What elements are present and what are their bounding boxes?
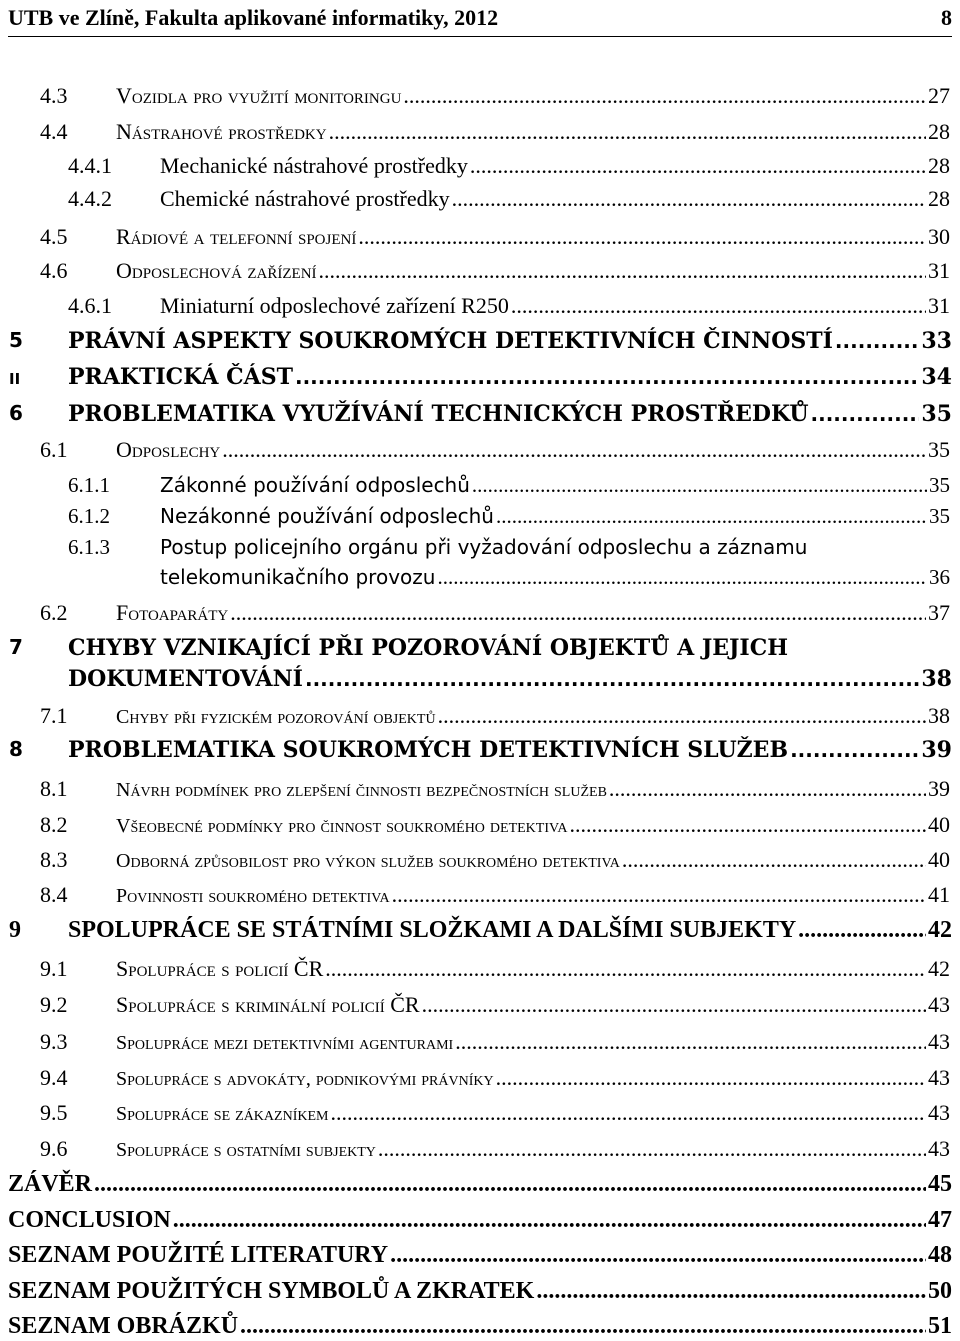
toc-entry-page: 43: [928, 1136, 950, 1161]
leader-dots: [452, 186, 926, 212]
toc-entry-page: 38: [928, 703, 950, 728]
toc-entry-page: 30: [928, 224, 950, 249]
leader-dots: [470, 153, 926, 179]
toc-entry-title: SPOLUPRÁCE SE STÁTNÍMI SLOŽKAMI A DALŠÍMI SUBJEKTY: [68, 917, 797, 943]
toc-entry-number: 9.1: [40, 956, 68, 981]
leader-dots: [798, 917, 926, 944]
leader-dots: [390, 1242, 926, 1269]
toc-entry-page: 43: [928, 1029, 950, 1054]
header-page-number: 8: [941, 5, 952, 30]
toc-entry-title: Spolupráce s policií ČR: [116, 956, 324, 981]
toc-entry-number: 5: [9, 328, 23, 352]
leader-dots: [392, 882, 926, 908]
leader-dots: [403, 83, 926, 109]
toc-entry-title: Spolupráce mezi detektivními agenturami: [116, 1032, 454, 1054]
toc-entry-title-line1: Postup policejního orgánu při vyžadování odposlechu a záznamu: [160, 535, 808, 559]
toc-entry-number: 9: [9, 917, 21, 943]
toc-entry-number: II: [9, 370, 21, 388]
toc-entry-title: PROBLEMATIKA VYUŽÍVÁNÍ TECHNICKÝCH PROSTŘEDKŮ: [68, 401, 809, 427]
toc-entry-page: 28: [928, 186, 950, 211]
toc-entry-page: 41: [928, 882, 950, 907]
toc-entry-title: Rádiové a telefonní spojení: [116, 224, 357, 249]
toc-entry-page: 28: [928, 153, 950, 178]
leader-dots: [94, 1171, 926, 1198]
toc-entry-number: 7: [9, 635, 23, 659]
leader-dots: [358, 224, 926, 250]
toc-entry-title: Spolupráce s advokáty, podnikovými právníky: [116, 1068, 494, 1090]
toc-entry-title: Chyby při fyzickém pozorování objektů: [116, 706, 436, 728]
toc-entry-title: PRÁVNÍ ASPEKTY SOUKROMÝCH DETEKTIVNÍCH ČINNOSTÍ: [68, 328, 833, 354]
leader-dots: [536, 1278, 926, 1305]
leader-dots: [790, 738, 919, 762]
leader-dots: [422, 992, 926, 1018]
toc-entry-number: 6.2: [40, 600, 68, 625]
leader-dots: [437, 565, 927, 590]
leader-dots: [569, 812, 926, 838]
toc-entry-page: 40: [928, 812, 950, 837]
toc-entry-page: 28: [928, 119, 950, 144]
leader-dots: [240, 1313, 926, 1340]
toc-entry-page: 50: [928, 1278, 952, 1304]
leader-dots: [472, 473, 927, 498]
toc-entry-page: 42: [928, 917, 952, 943]
leader-dots: [319, 258, 926, 284]
leader-dots: [511, 293, 926, 319]
leader-dots: [330, 1100, 926, 1126]
leader-dots: [496, 1065, 926, 1091]
toc-entry-number: 7.1: [40, 703, 68, 728]
toc-entry-title: Odborná způsobilost pro výkon služeb soukromého detektiva: [116, 850, 620, 872]
toc-entry-number: 9.2: [40, 992, 68, 1017]
toc-entry-page: 43: [928, 992, 950, 1017]
toc-entry-page: 51: [928, 1313, 952, 1339]
toc-entry-page: 48: [928, 1242, 952, 1268]
toc-entry-page: 45: [928, 1171, 952, 1197]
toc-entry-number: 4.4.2: [68, 186, 112, 211]
toc-entry-title: Vozidla pro využití monitoringu: [116, 83, 402, 108]
toc-entry-page: 47: [928, 1207, 952, 1233]
toc-entry-number: 9.3: [40, 1029, 68, 1054]
toc-entry-title: Mechanické nástrahové prostředky: [160, 153, 468, 178]
toc-entry-page: 35: [921, 401, 952, 427]
toc-entry-title: Spolupráce s kriminální policií ČR: [116, 992, 420, 1017]
toc-entry-number: 4.4.1: [68, 153, 112, 178]
toc-entry-title: Návrh podmínek pro zlepšení činnosti bezpečnostních služeb: [116, 779, 607, 801]
leader-dots: [230, 600, 926, 626]
toc-entry-page: 39: [921, 737, 952, 763]
toc-entry-title: PRAKTICKÁ ČÁST: [68, 364, 293, 390]
toc-entry-title-line1: CHYBY VZNIKAJÍCÍ PŘI POZOROVÁNÍ OBJEKTŮ A JEJICH: [68, 635, 788, 661]
toc-entry-title: PROBLEMATIKA SOUKROMÝCH DETEKTIVNÍCH SLUŽEB: [68, 737, 789, 763]
toc-entry-number: 6.1.3: [68, 535, 110, 559]
leader-dots: [329, 119, 926, 145]
leader-dots: [325, 956, 926, 982]
toc-entry-page: 31: [928, 258, 950, 283]
toc-entry-number: 9.4: [40, 1065, 68, 1090]
toc-entry-title: SEZNAM POUŽITÝCH SYMBOLŮ A ZKRATEK: [8, 1278, 535, 1304]
toc-entry-number: 4.4: [40, 119, 68, 144]
toc-entry-page: 38: [921, 666, 952, 692]
toc-entry-page: 39: [928, 776, 950, 801]
toc-entry-title: Nástrahové prostředky: [116, 119, 327, 144]
toc-entry-number: 4.5: [40, 224, 68, 249]
toc-entry-title: SEZNAM OBRÁZKŮ: [8, 1313, 239, 1339]
toc-entry-page: 37: [928, 600, 950, 625]
leader-dots: [455, 1029, 926, 1055]
toc-entry-title: Odposlechová zařízení: [116, 258, 317, 283]
toc-entry-page: 43: [928, 1065, 950, 1090]
toc-entry-number: 9.6: [40, 1136, 68, 1161]
leader-dots: [622, 847, 926, 873]
toc-entry-title: Nezákonné používání odposlechů: [160, 504, 494, 528]
toc-entry-page: 40: [928, 847, 950, 872]
toc-entry-title: Miniaturní odposlechové zařízení R250: [160, 293, 509, 318]
toc-entry-title: Zákonné používání odposlechů: [160, 473, 470, 497]
toc-entry-number: 8.3: [40, 847, 68, 872]
toc-entry-title: CONCLUSION: [8, 1207, 171, 1233]
toc-entry-title: telekomunikačního provozu: [160, 565, 436, 589]
toc-entry-title: Chemické nástrahové prostředky: [160, 186, 450, 211]
toc-entry-number: 8.2: [40, 812, 68, 837]
toc-entry-page: 27: [928, 83, 950, 108]
leader-dots: [609, 776, 926, 802]
toc-entry-title: Fotoaparáty: [116, 600, 229, 625]
leader-dots: [295, 365, 919, 389]
leader-dots: [438, 703, 926, 729]
toc-entry-title: SEZNAM POUŽITÉ LITERATURY: [8, 1242, 389, 1268]
toc-entry-number: 4.6: [40, 258, 68, 283]
toc-entry-number: 6: [9, 401, 23, 425]
toc-entry-title: DOKUMENTOVÁNÍ: [68, 666, 303, 692]
toc-entry-title: Spolupráce se zákazníkem: [116, 1103, 329, 1125]
toc-entry-page: 31: [928, 293, 950, 318]
toc-entry-page: 36: [929, 565, 950, 589]
leader-dots: [496, 504, 927, 529]
leader-dots: [378, 1136, 926, 1162]
toc-entry-page: 35: [928, 437, 950, 462]
leader-dots: [811, 402, 920, 426]
toc-entry-number: 4.3: [40, 83, 68, 108]
toc-entry-page: 34: [921, 364, 952, 390]
toc-entry-title: Povinnosti soukromého detektiva: [116, 885, 390, 907]
toc-entry-number: 6.1: [40, 437, 68, 462]
toc-entry-title: Spolupráce s ostatními subjekty: [116, 1139, 376, 1161]
toc-entry-page: 43: [928, 1100, 950, 1125]
toc-entry-number: 4.6.1: [68, 293, 112, 318]
leader-dots: [835, 329, 919, 353]
toc-entry-number: 8.4: [40, 882, 68, 907]
toc-entry-title: Všeobecné podmínky pro činnost soukromého detektiva: [116, 815, 568, 837]
toc-entry-number: 9.5: [40, 1100, 68, 1125]
toc-entry-title: ZÁVĚR: [8, 1171, 93, 1197]
leader-dots: [222, 437, 926, 463]
leader-dots: [305, 667, 919, 691]
toc-entry-number: 8.1: [40, 776, 68, 801]
toc-entry-page: 35: [929, 504, 950, 528]
toc-entry-title: Odposlechy: [116, 437, 221, 462]
header-title: UTB ve Zlíně, Fakulta aplikované informatiky, 2012: [8, 5, 499, 30]
toc-entry-number: 8: [9, 737, 23, 761]
toc-entry-page: 42: [928, 956, 950, 981]
toc-entry-number: 6.1.2: [68, 504, 110, 528]
toc-entry-number: 6.1.1: [68, 473, 110, 497]
toc-entry-page: 33: [921, 328, 952, 354]
leader-dots: [173, 1207, 926, 1234]
toc-entry-page: 35: [929, 473, 950, 497]
